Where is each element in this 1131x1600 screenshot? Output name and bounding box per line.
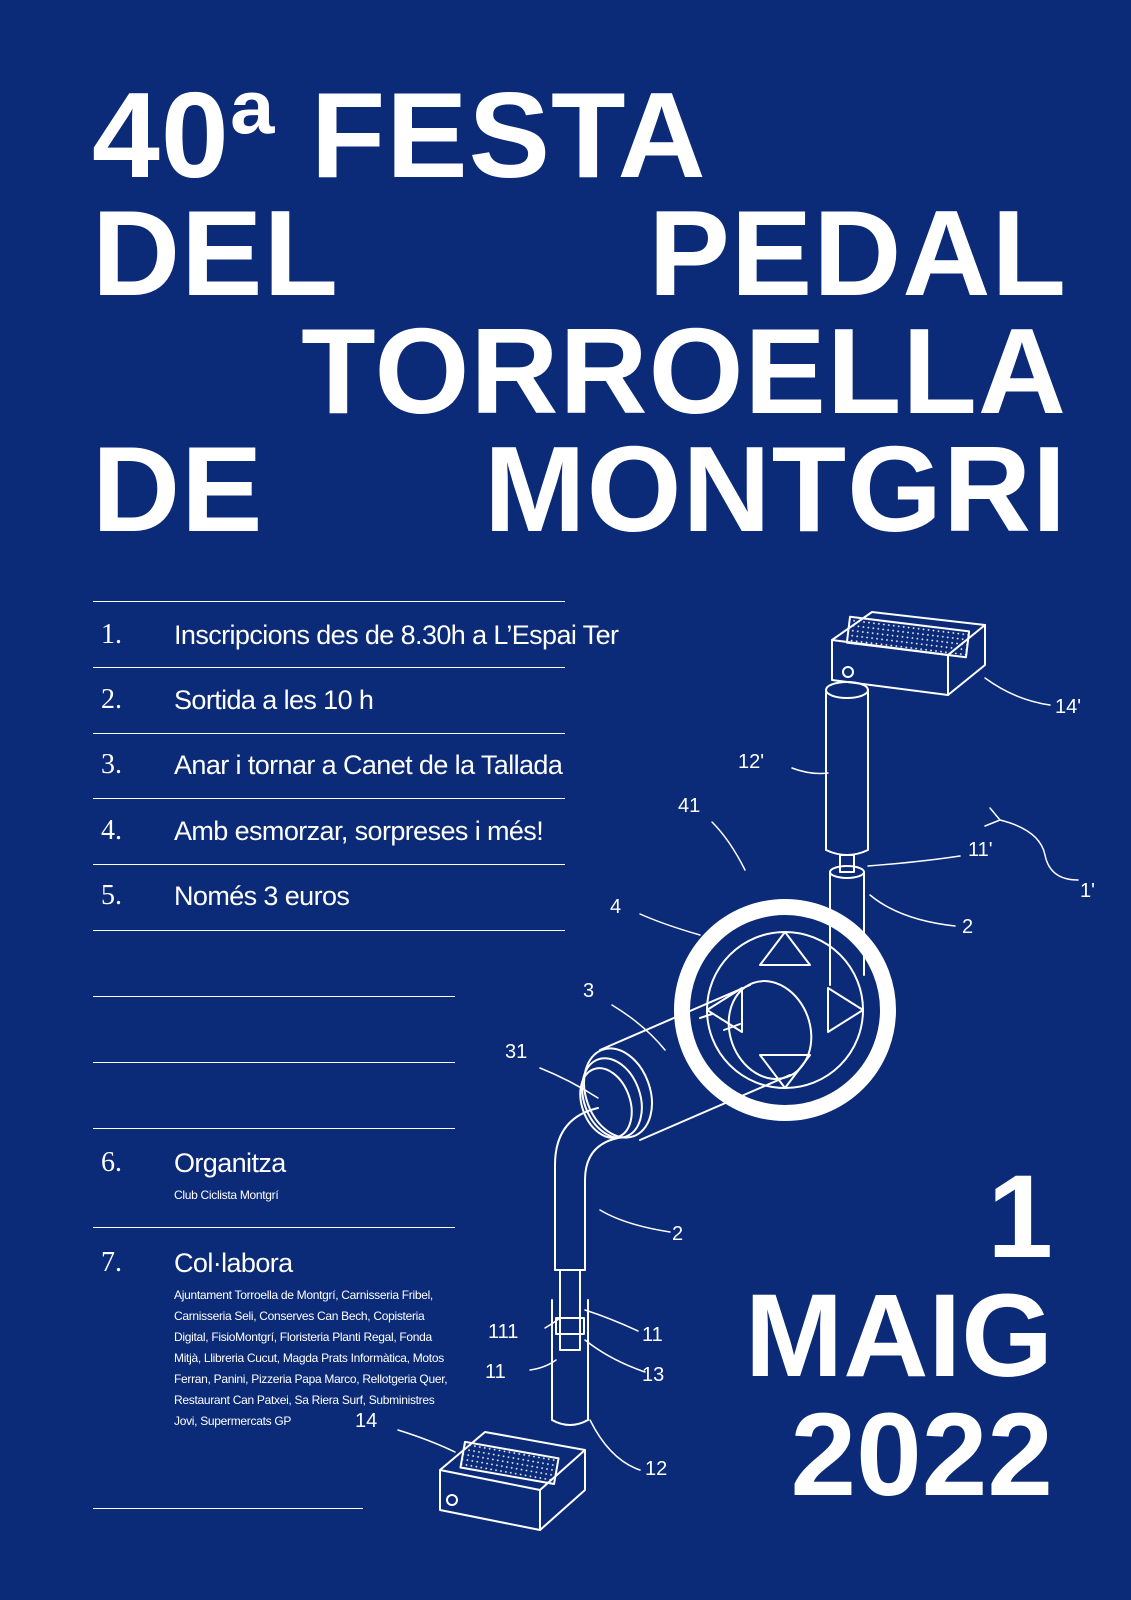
program-item: Inscripcions des de 8.30h a L’Espai Ter	[174, 620, 619, 650]
title-word-montgri: MONTGRI	[483, 421, 1067, 557]
divider	[93, 1062, 455, 1063]
program-number: 2.	[101, 684, 122, 715]
ref-label: 14'	[1055, 696, 1082, 718]
ref-label: 12'	[738, 751, 765, 773]
date-year: 2022	[790, 1389, 1053, 1521]
ref-label: 2	[962, 916, 974, 938]
upper-pedal-icon	[832, 612, 985, 695]
title-word-pedal: PEDAL	[648, 185, 1067, 321]
lower-pedal-icon	[440, 1432, 585, 1530]
program-number: 4.	[101, 815, 122, 846]
title-line-3: TORROELLA	[301, 303, 1067, 439]
date-month: MAIG	[744, 1270, 1053, 1402]
date-day: 1	[987, 1151, 1053, 1283]
organitza-number: 6.	[101, 1147, 122, 1178]
program-item: Només 3 euros	[174, 881, 350, 911]
divider	[93, 1508, 363, 1509]
chainring-icon	[675, 900, 895, 1120]
ref-label: 12	[645, 1458, 668, 1480]
program-number: 1.	[101, 619, 122, 650]
program-item: Amb esmorzar, sorpreses i més!	[174, 816, 544, 846]
divider	[93, 996, 455, 997]
ref-label: 41	[678, 795, 701, 817]
divider	[93, 864, 565, 865]
organitza-label: Organitza	[174, 1148, 286, 1178]
divider	[93, 601, 565, 602]
ref-label: 11	[642, 1324, 663, 1346]
divider	[93, 1227, 455, 1228]
divider	[93, 1128, 455, 1129]
program-item: Anar i tornar a Canet de la Tallada	[174, 750, 563, 780]
ref-label: 31	[505, 1041, 528, 1063]
divider	[93, 930, 565, 931]
program-item: Sortida a les 10 h	[174, 685, 374, 715]
ref-label: 2	[672, 1223, 684, 1245]
ref-label: 11'	[968, 839, 993, 861]
ref-label: 13	[642, 1364, 665, 1386]
ref-label: 1'	[1080, 880, 1095, 902]
program-number: 3.	[101, 749, 122, 780]
divider	[93, 667, 565, 668]
title-line-1: 40ª FESTA	[92, 67, 707, 203]
program-number: 5.	[101, 880, 122, 911]
lower-crank-arm-icon	[552, 1108, 618, 1425]
organitza-name: Club Ciclista Montgrí	[174, 1188, 279, 1202]
collabora-sponsors: Ajuntament Torroella de Montgrí, Carnisseria Fribel, Carnisseria Seli, Conserves Can Bech, Copisteria Digital, FisioMontgrí, Floristeria Planti Regal, Fonda Mitjà, Llibreria Cucut, Magda Prats Informàtica, Motos Ferran, Panini, Pizzeria Papa Marco, Rellotgeria Quer, Restaurant Can Patxei, Sa Riera Surf, Subministres Jovi, Supermercats GP	[174, 1288, 448, 1428]
ref-label: 11	[485, 1361, 506, 1383]
title-word-del: DEL	[92, 185, 339, 321]
collabora-number: 7.	[101, 1247, 122, 1278]
divider	[93, 733, 565, 734]
title-word-de: DE	[92, 421, 264, 557]
ref-label: 111	[488, 1321, 519, 1343]
collabora-label: Col·labora	[174, 1248, 293, 1278]
ref-label: 3	[583, 980, 595, 1002]
ref-label: 14	[355, 1410, 378, 1432]
divider	[93, 798, 565, 799]
ref-label: 4	[610, 896, 622, 918]
